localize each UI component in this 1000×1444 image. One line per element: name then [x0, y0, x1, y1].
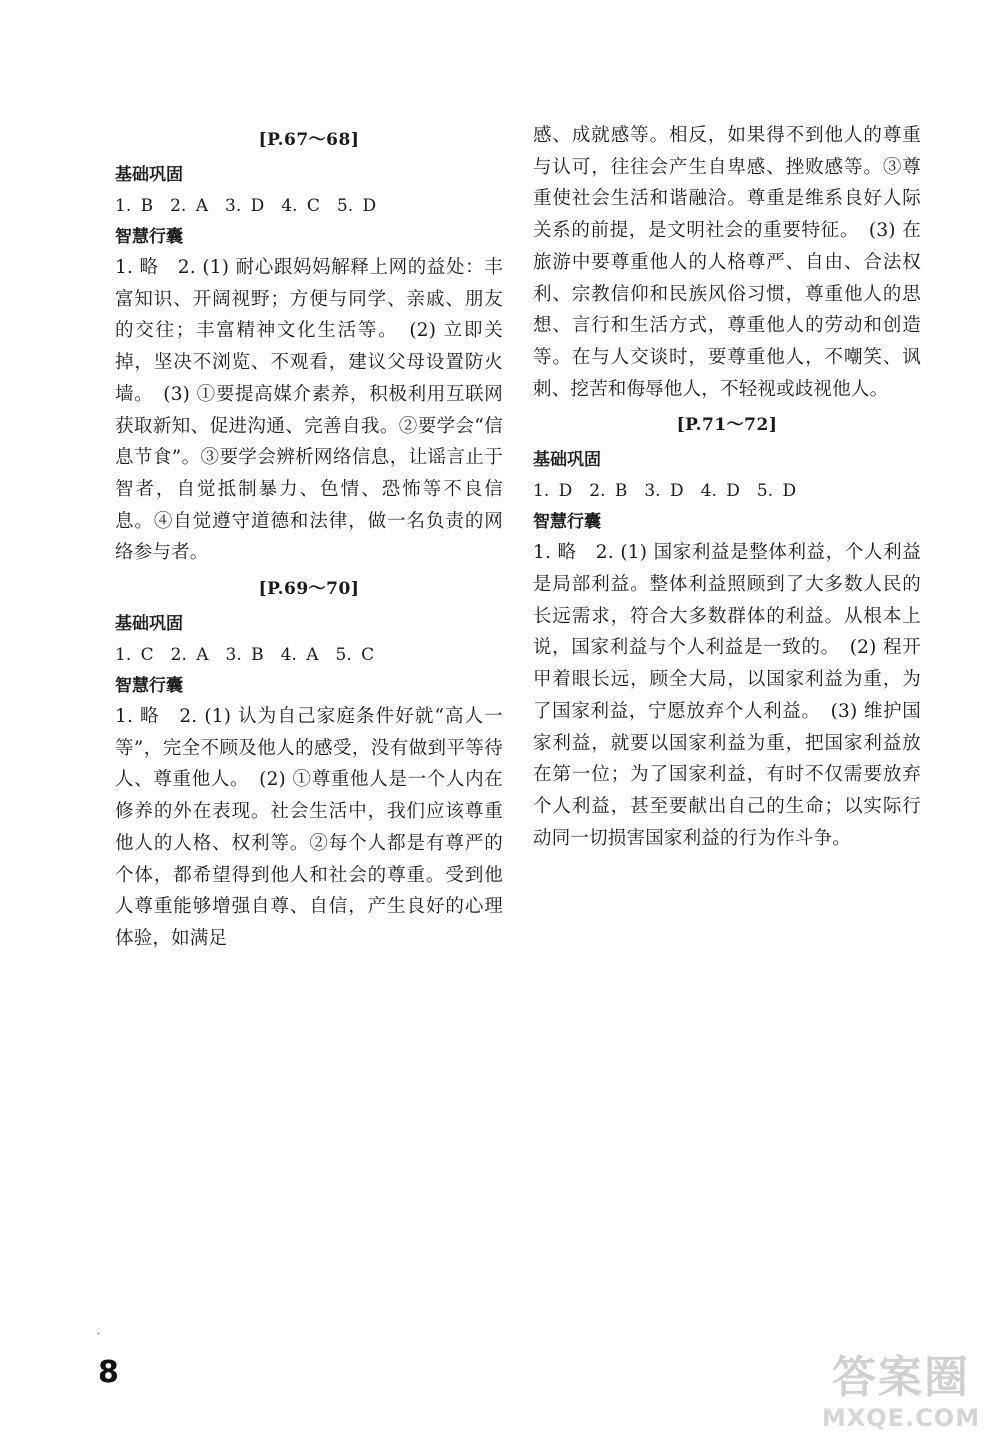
wisdom-answer-text: 1. 略 2. (1) 国家利益是整体利益，个人利益是局部利益。整体利益照顾到了大多数人民的长远需求，符合大多数群体的利益。从根本上说，国家利益与个人利益是一致的。 (2) 程开甲着眼长远，顾全大局，以国家利益为重，为了国家利益，宁愿放弃个人利益。 (3) 维护国家利益，就要以国家利益为重，把国家利益放在第一位；为了国家利益，有时不仅需要放弃个人利益，甚至要献出自己的生命；以实际行动同一切损害国家利益的行为作斗争。 [533, 542, 921, 849]
basic-answers: 1. B 2. A 3. D 4. C 5. D [115, 196, 377, 216]
wisdom-answer-text: 1. 略 2. (1) 耐心跟妈妈解释上网的益处：丰富知识、开阔视野；方便与同学、亲戚、朋友的交往；丰富精神文化生活等。 (2) 立即关掉，坚决不浏览、不观看，建议父母设置防火墙。 (3) ①要提高媒介素养，积极利用互联网获取新知、促进沟通、完善自我。②要学会“信息节食”。③要学会辨析网络信息，让谣言止于智者，自觉抵制暴力、色情、恐怖等不良信息。④自觉遵守道德和法律，做一名负责的网络参与者。 [115, 257, 503, 564]
page-range-header: [P.71～72] [676, 415, 778, 436]
continued-answer-text: 感、成就感等。相反，如果得不到他人的尊重与认可，往往会产生自卑感、挫败感等。③尊重使社会生活和谐融洽。尊重是维系良好人际关系的前提，是文明社会的重要特征。 (3) 在旅游中要尊重他人的人格尊严、自由、合法权利、宗教信仰和民族风俗习惯，尊重他人的思想、言行和生活方式，尊重他人的劳动和创造等。在与人交谈时，要尊重他人，不嘲笑、讽刺、挖苦和侮辱他人，不轻视或歧视他人。 [533, 125, 921, 400]
watermark-logo-text: 答案圈 [832, 1352, 970, 1403]
left-column [115, 120, 503, 955]
basic-consolidation-title: 基础巩固 [115, 614, 183, 635]
wisdom-answer-text: 1. 略 2. (1) 认为自己家庭条件好就“高人一等”，完全不顾及他人的感受，没有做到平等待人、尊重他人。 (2) ①尊重他人是一个人内在修养的外在表现。社会生活中，我们应该尊重他人的人格、权利等。②每个人都是有尊严的个体，都希望得到他人和社会的尊重。受到他人尊重能够增强自尊、自信，产生良好的心理体验，如满足 [115, 706, 503, 949]
page-range-header: [P.69～70] [258, 579, 360, 600]
site-watermark [810, 1352, 992, 1438]
watermark-url: MXQE.COM [821, 1404, 981, 1432]
scan-mark: ˇ [96, 1333, 101, 1344]
wisdom-section-title: 智慧行囊 [533, 512, 601, 533]
wisdom-section-title: 智慧行囊 [115, 227, 183, 247]
basic-consolidation-title: 基础巩固 [533, 450, 601, 471]
right-column [533, 120, 921, 854]
basic-answers: 1. C 2. A 3. B 4. A 5. C [115, 645, 375, 666]
wisdom-section-title: 智慧行囊 [115, 676, 183, 697]
page-range-header: [P.67～68] [258, 130, 360, 150]
basic-answers: 1. D 2. B 3. D 4. D 5. D [533, 481, 797, 502]
basic-consolidation-title: 基础巩固 [115, 165, 183, 185]
page-number: 8 [98, 1355, 119, 1390]
